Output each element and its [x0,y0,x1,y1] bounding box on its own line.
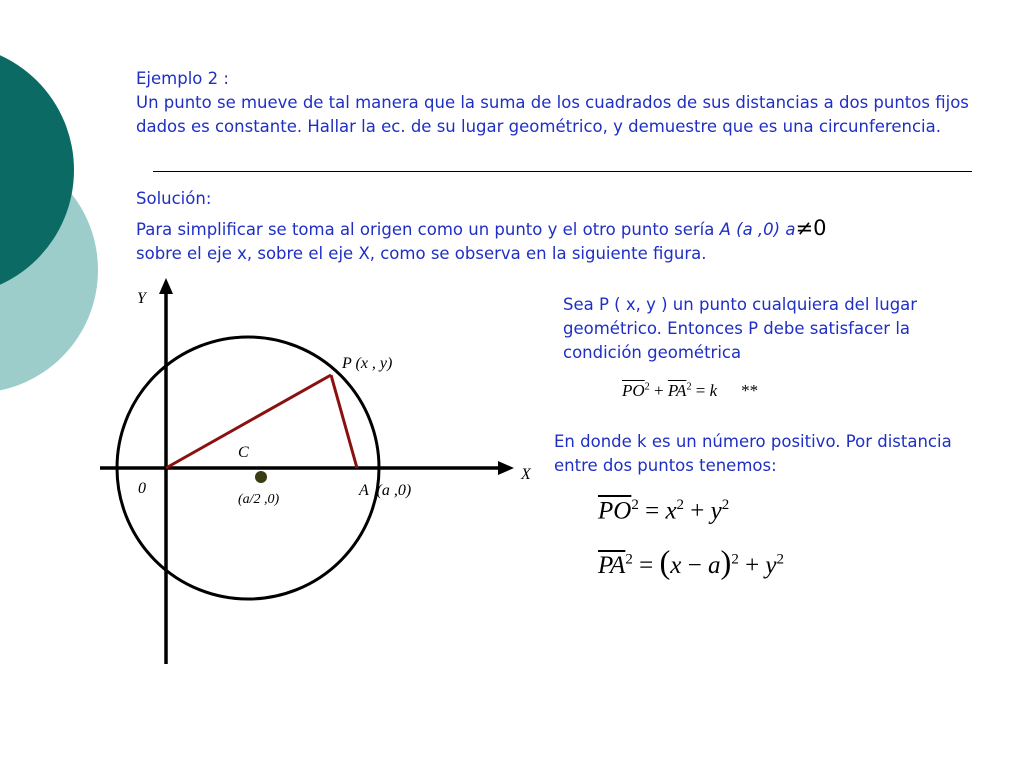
eq2-plus: + [684,497,711,525]
equation-condition [622,381,758,401]
eq1-pa: $\overline{PA}$ [667,381,687,400]
circle-figure [0,0,560,680]
locus-condition-text: Sea P ( x, y ) un punto cualquiera del lugar geométrico. Entonces P debe satisfacer la condición geométrica [563,295,918,362]
eq1-plus: + [649,381,668,400]
eq3-y: y [765,552,777,579]
eq2-po-exponent: 2 [631,497,639,513]
eq2-po: $\overline{PO}$ [598,497,632,525]
eq2-equals: = [638,497,666,525]
eq3-open-paren: ( [659,545,671,581]
eq1-equals: = [691,381,710,400]
eq3-paren-exponent: 2 [731,551,739,568]
eq3-close-paren: ) [720,545,732,581]
eq3-minus: − [681,552,708,579]
equation-po-squared [598,497,729,525]
eq3-plus: + [738,552,766,579]
eq1-po: $\overline{PO}$ [622,381,645,400]
eq3-a: a [707,552,721,579]
point-p-label: P (x , y) [342,355,393,372]
eq2-x-exponent: 2 [676,497,685,513]
solution-text-part-1: Para simplificar se toma al origen como un punto y el otro punto sería [136,220,720,239]
center-point [255,471,267,483]
equation-pa-squared [598,545,784,582]
eq3-x: x [670,552,682,579]
center-coordinates-label: (a/2 ,0) [238,492,280,507]
point-a-label: A (a ,0) [359,482,412,499]
origin-label: 0 [138,480,146,497]
x-axis-arrow [498,461,514,475]
eq1-po-exponent: 2 [644,381,650,393]
solution-text-part-2: sobre el eje x, sobre el eje X, como se observa en la siguiente figura. [136,244,707,263]
eq3-equals: = [632,552,660,579]
eq2-x: x [665,497,677,525]
x-axis-label: X [521,466,531,483]
y-axis-arrow [159,278,173,294]
solution-label: Solución: [136,189,212,208]
eq1-pa-exponent: 2 [686,381,692,393]
eq2-y: y [710,497,722,525]
eq1-k: k [709,381,718,400]
solution-point: A (a ,0) a [719,220,796,239]
eq3-y-exponent: 2 [776,551,785,568]
distance-text: En donde k es un número positivo. Por distancia entre dos puntos tenemos: [554,432,952,475]
eq1-stars: ** [741,381,759,400]
problem-text: Un punto se mueve de tal manera que la suma de los cuadrados de sus distancias a dos puntos fijos dados es constante. Hallar la ec. de su lugar geométrico, y demuestre que es una circunferencia. [136,93,969,136]
y-axis-label: Y [137,290,146,307]
eq3-pa: $\overline{PA}$ [598,552,626,579]
center-c-label: C [238,444,249,461]
not-equal-zero: ≠0 [795,216,827,240]
eq3-pa-exponent: 2 [625,551,633,568]
eq2-y-exponent: 2 [721,497,730,513]
example-title: Ejemplo 2 : [136,69,229,88]
